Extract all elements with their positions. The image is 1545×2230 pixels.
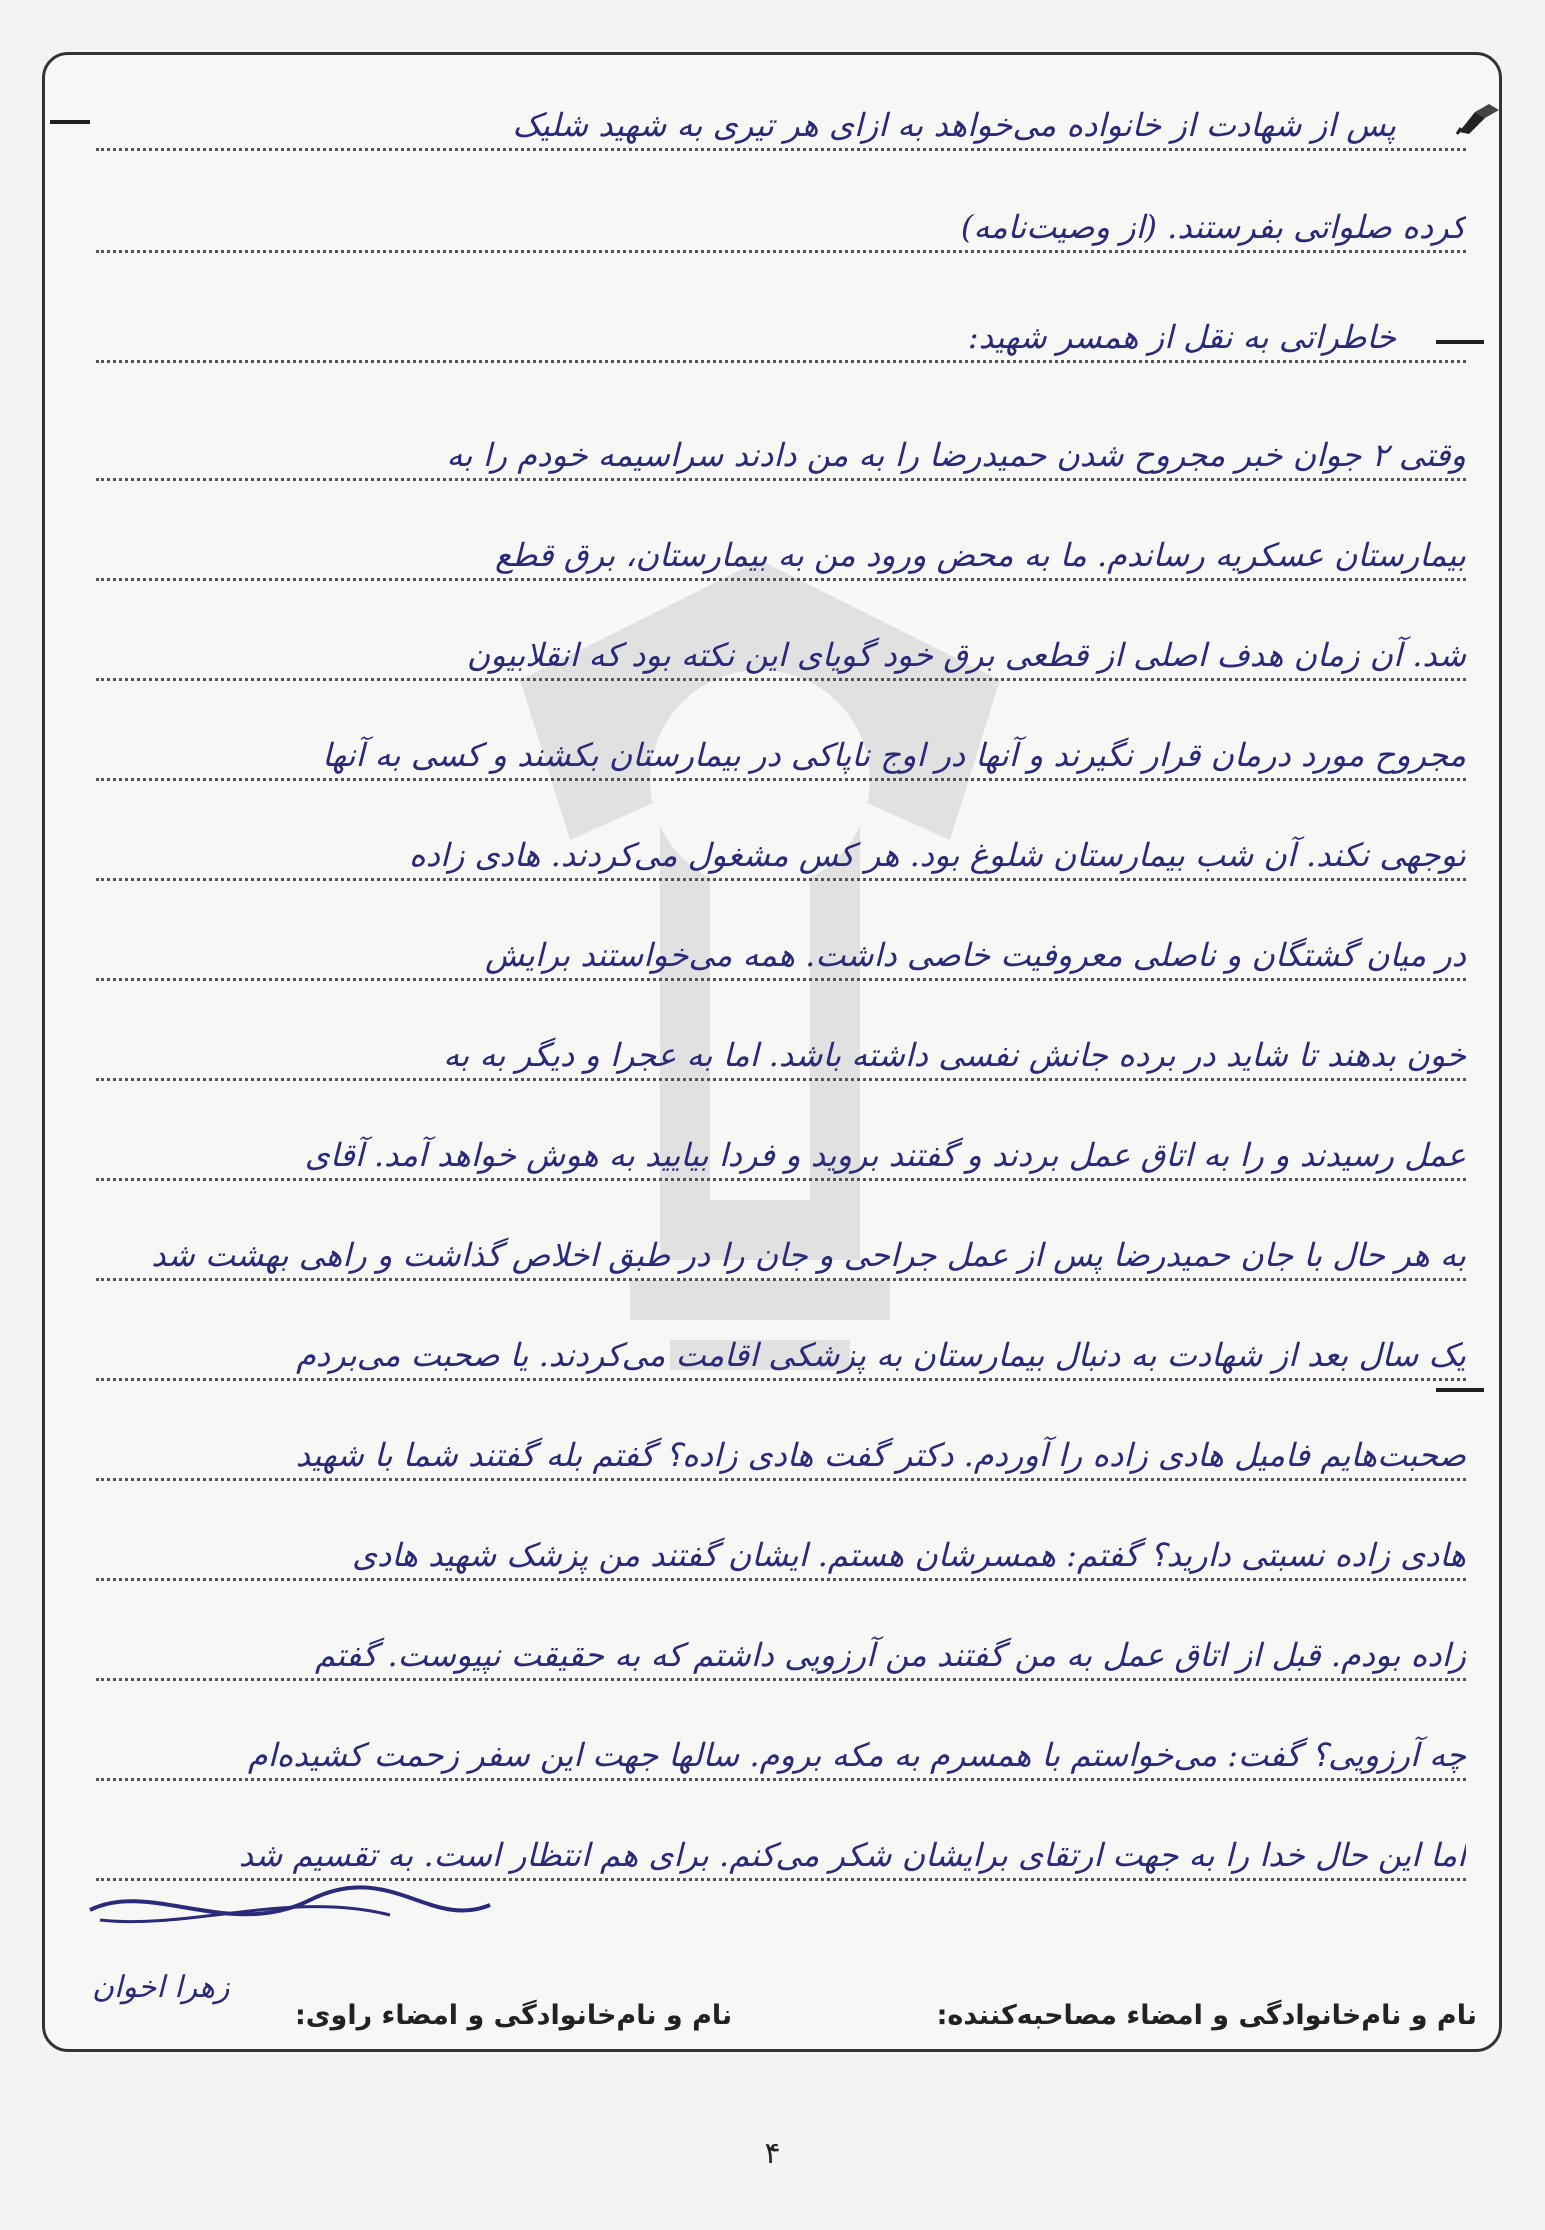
line-1: پس از شهادت از خانواده می‌خواهد به ازای هر تیری به شهید شلیک bbox=[96, 70, 1466, 151]
line-4: وقتی ۲ جوان خبر مجروح شدن حمیدرضا را به من دادند سراسیمه خودم را به bbox=[96, 400, 1466, 481]
page-number: ۴ bbox=[764, 2136, 781, 2171]
interviewer-signature-label: نام و نام‌خانوادگی و امضاء مصاحبه‌کننده: bbox=[936, 2000, 1477, 2031]
line-15: هادی زاده نسبتی دارید؟ گفتم: همسرشان هستم. ایشان گفتند من پزشک شهید هادی bbox=[96, 1500, 1466, 1581]
line-8: توجهی نکند. آن شب بیمارستان شلوغ بود. هر کس مشغول می‌کردند. هادی زاده bbox=[96, 800, 1466, 881]
line-2: کرده صلواتی بفرستند. (از وصیت‌نامه) bbox=[96, 172, 1466, 253]
line-14: صحبت‌هایم فامیل هادی زاده را آوردم. دکتر گفت هادی زاده؟ گفتم بله گفتند شما با شهید bbox=[96, 1400, 1466, 1481]
line-10: خون بدهند تا شاید در برده جانش نفسی داشته باشد. اما به عجرا و دیگر به به bbox=[96, 1000, 1466, 1081]
line-13: یک سال بعد از شهادت به دنبال بیمارستان به پزشکی اقامت می‌کردند. یا صحبت می‌بردم bbox=[96, 1300, 1466, 1381]
line-3: خاطراتی به نقل از همسر شهید: bbox=[96, 282, 1466, 363]
line-11: عمل رسیدند و را به اتاق عمل بردند و گفتند بروید و فردا بیایید به هوش خواهد آمد. آقای bbox=[96, 1100, 1466, 1181]
line-16: زاده بودم. قبل از اتاق عمل به من گفتند من آرزویی داشتم که به حقیقت نپیوست. گفتم bbox=[96, 1600, 1466, 1681]
section-bar bbox=[1436, 1388, 1484, 1392]
narrator-name: زهرا اخوان bbox=[92, 1970, 230, 2005]
line-18: اما این حال خدا را به جهت ارتقای برایشان شکر می‌کنم. برای هم انتظار است. به تقسیم شد bbox=[96, 1800, 1466, 1881]
handwritten-signature bbox=[70, 1870, 1450, 1950]
line-7: مجروح مورد درمان قرار نگیرند و آنها در اوج ناپاکی در بیمارستان بکشند و کسی به آنها bbox=[96, 700, 1466, 781]
line-17: چه آرزویی؟ گفت: می‌خواستم با همسرم به مکه بروم. سالها جهت این سفر زحمت کشیده‌ام bbox=[96, 1700, 1466, 1781]
line-5: بیمارستان عسکریه رساندم. ما به محض ورود من به بیمارستان، برق قطع bbox=[96, 500, 1466, 581]
section-bar bbox=[50, 120, 90, 124]
narrator-signature-label: نام و نام‌خانوادگی و امضاء راوی: bbox=[295, 2000, 733, 2031]
line-12: به هر حال با جان حمیدرضا پس از عمل جراحی و جان را در طبق اخلاص گذاشت و راهی بهشت شد bbox=[96, 1200, 1466, 1281]
line-6: شد. آن زمان هدف اصلی از قطعی برق خود گویای این نکته بود که انقلابیون bbox=[96, 600, 1466, 681]
line-9: در میان گشتگان و ناصلی معروفیت خاصی داشت. همه می‌خواستند برایش bbox=[96, 900, 1466, 981]
